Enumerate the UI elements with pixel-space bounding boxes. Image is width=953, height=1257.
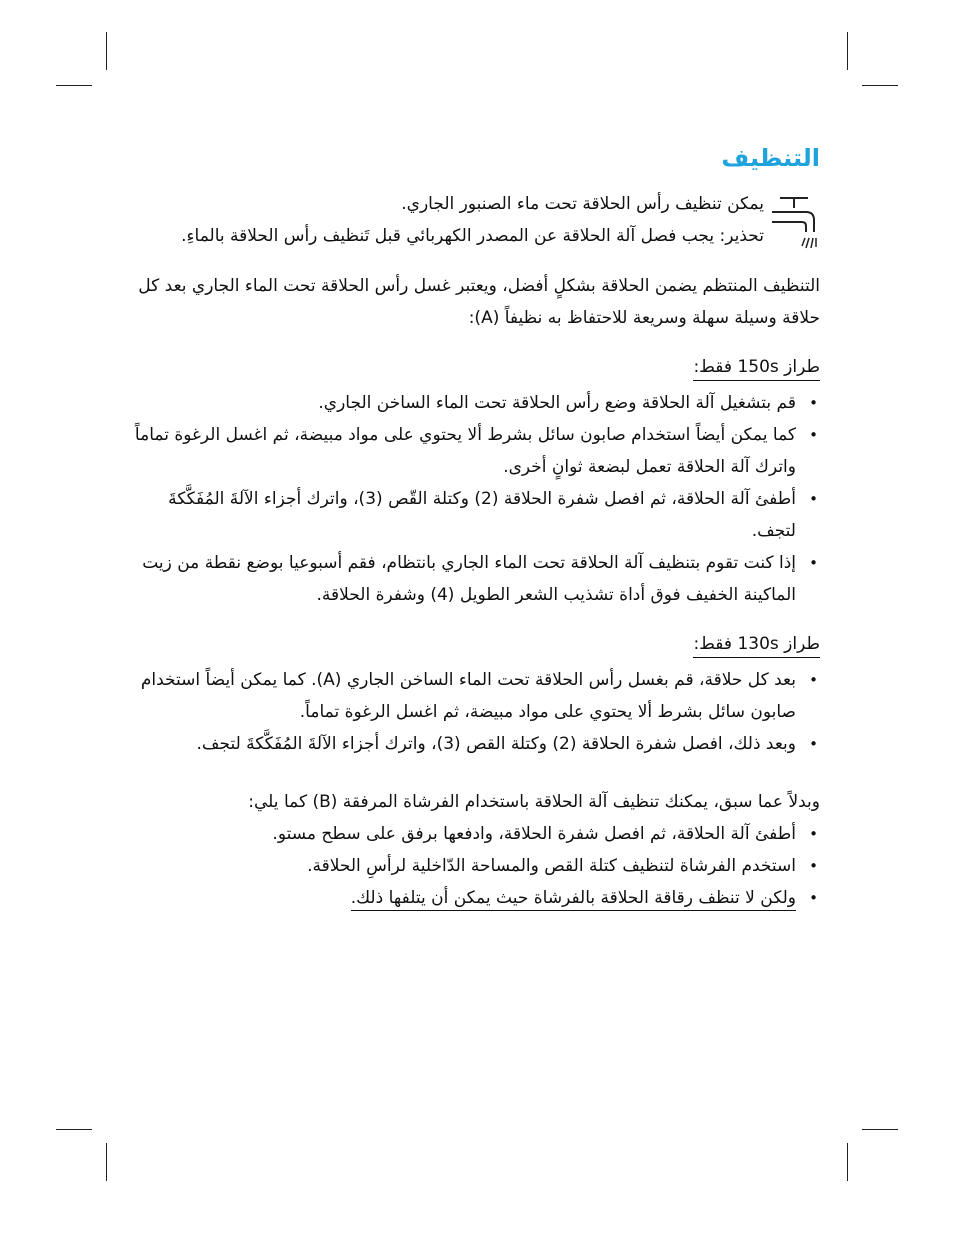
- crop-mark: [56, 1129, 92, 1130]
- list-item: [130, 387, 820, 419]
- bullet-icon: •: [809, 394, 818, 412]
- crop-mark: [862, 1129, 898, 1130]
- list-item: [130, 818, 820, 850]
- brush-intro: وبدلاً عما سبق، يمكنك تنظيف آلة الحلاقة باستخدام الفرشاة المرفقة (B) كما يلي:: [248, 792, 820, 812]
- crop-mark: [847, 1143, 848, 1181]
- list-item: [130, 483, 820, 547]
- list-item: [130, 728, 820, 760]
- bullet-icon: •: [809, 735, 818, 753]
- bullet-icon: •: [809, 490, 818, 508]
- list-item: [130, 419, 820, 483]
- cleaning-section: [130, 140, 820, 914]
- list-item-text: كما يمكن أيضاً استخدام صابون سائل بشرط ألا يحتوي على مواد مبيضة، ثم اغسل الرغوة تماماً واترك آلة الحلاقة تعمل لبضعة ثوانٍ أخرى.: [134, 425, 796, 477]
- bullet-icon: •: [809, 825, 818, 843]
- list-item-text: قم بتشغيل آلة الحلاقة وضع رأس الحلاقة تحت الماء الساخن الجاري.: [318, 393, 796, 413]
- brush-section: [130, 786, 820, 914]
- crop-mark: [862, 85, 898, 86]
- list-item: [130, 547, 820, 611]
- crop-mark: [847, 32, 848, 70]
- intro-line: يمكن تنظيف رأس الحلاقة تحت ماء الصنبور الجاري.: [401, 194, 764, 214]
- list-item: [130, 664, 820, 728]
- bullet-icon: •: [809, 889, 818, 907]
- bullet-icon: •: [809, 857, 818, 875]
- warning-text: تحذير: يجب فصل آلة الحلاقة عن المصدر الكهربائي قبل تَنظيف رأس الحلاقة بالماءِ.: [181, 226, 764, 246]
- list-item-text: أطفئ آلة الحلاقة، ثم افصل شفرة الحلاقة (2) وكتلة القّص (3)، واترك أجزاء الآلةَ المُفَكَّكةَ لتجف.: [168, 489, 796, 541]
- list-item: [130, 850, 820, 882]
- list-item: [130, 882, 820, 914]
- regular-cleaning-text: التنظيف المنتظم يضمن الحلاقة بشكلٍ أفضل، ويعتبر غسل رأس الحلاقة تحت الماء الجاري بعد كل حلاقة وسيلة سهلة وسريعة للاحتفاظ به نظيفاً (A):: [138, 276, 820, 328]
- section-130s: [130, 611, 820, 760]
- section-heading: طراز 130s فقط:: [693, 631, 820, 658]
- intro-block: [130, 188, 820, 252]
- list-item-text: ولكن لا تنظف رقاقة الحلاقة بالفرشاة حيث يمكن أن يتلفها ذلك.: [351, 888, 796, 911]
- list-item-text: بعد كل حلاقة، قم بغسل رأس الحلاقة تحت الماء الساخن الجاري (A). كما يمكن أيضاً استخدام صابون سائل بشرط ألا يحتوي على مواد مبيضة، ثم اغسل الرغوة تماماً.: [140, 670, 796, 722]
- bullet-icon: •: [809, 426, 818, 444]
- crop-mark: [106, 32, 107, 70]
- crop-mark: [56, 85, 92, 86]
- bullet-icon: •: [809, 671, 818, 689]
- section-heading: طراز 150s فقط:: [693, 354, 820, 381]
- list-item-text: إذا كنت تقوم بتنظيف آلة الحلاقة تحت الماء الجاري بانتظام، فقم أسبوعيا بوضع نقطة من زيت الماكينة الخفيف فوق أداة تشذيب الشعر الطويل (4) وشفرة الحلاقة.: [142, 553, 796, 605]
- list-item-text: وبعد ذلك، افصل شفرة الحلاقة (2) وكتلة القص (3)، واترك أجزاء الآلةَ المُفَكَّكةَ لتجف.: [196, 734, 796, 754]
- section-150s: [130, 334, 820, 611]
- list-item-text: استخدم الفرشاة لتنظيف كتلة القص والمساحة الدّاخلية لرأسِ الحلاقة.: [307, 856, 796, 876]
- page-title: التنظيف: [721, 144, 820, 172]
- tap-water-icon: [768, 192, 820, 256]
- bullet-icon: •: [809, 554, 818, 572]
- list-item-text: أطفئ آلة الحلاقة، ثم افصل شفرة الحلاقة، وادفعها برفق على سطح مستو.: [272, 824, 796, 844]
- crop-mark: [106, 1143, 107, 1181]
